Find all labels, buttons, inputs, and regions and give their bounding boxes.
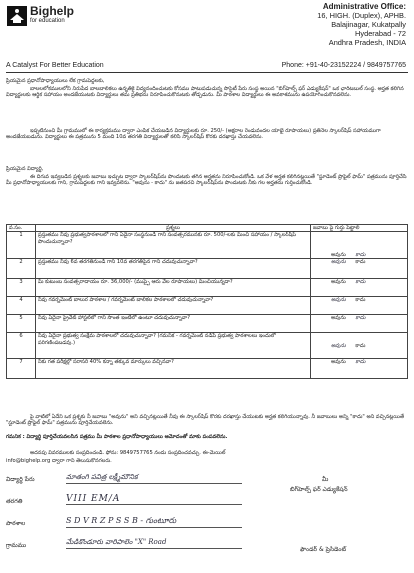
table-row — [7, 333, 408, 359]
answer-mark: అవును — [331, 342, 346, 349]
salutation-student: ప్రియమైన విద్యార్థి, — [6, 166, 44, 172]
answer-mark: అవును — [331, 259, 346, 266]
field-label: తరగతి — [6, 498, 23, 505]
answer-mark: కాదు — [355, 315, 366, 322]
answer-yes: అవును — [331, 252, 346, 258]
row-number: 1 — [7, 232, 36, 259]
table-row — [7, 279, 408, 297]
field-value-village: మేడికొండూరు వారిపాలెం "X" Road — [66, 538, 242, 549]
row-question: ప్రస్తుతము నీవు 6వ తరగతినుండి గాని 10వ తరగతిపైన గాని చదువుచున్నావా? — [36, 259, 311, 279]
answer-cell — [311, 259, 408, 279]
row-question: నీకు గత పరీక్షల్లో సరాసరి 40% కన్నా తక్కువ మార్కులు వచ్చినవా? — [36, 359, 311, 379]
row-number: 7 — [7, 359, 36, 379]
row-number: 5 — [7, 315, 36, 333]
note: గమనిక : విద్యార్థి పూర్తిచేయవలసిన పత్రము మీ పాఠశాల ప్రధానోపాధ్యాయులు ఆమోదంతో మాకు పంపవలెను. — [6, 434, 228, 440]
answer-no: కాదు — [355, 297, 366, 304]
table-row — [7, 232, 408, 259]
salutation-parents: ప్రియమైన ప్రధానోపాధ్యాయులు లేక గ్రామపెద్దలకు, — [6, 78, 105, 84]
signoff-line: మీ — [322, 476, 329, 483]
intro-paragraph: ఇప్పటినుంచి మీ గ్రామములో ఈ కార్యక్రమము ద్వారా ఎంపిక చేయబడిన విద్యార్థులకు రూ. 250/- (అక్షరాల రెండువందల యాభై రూపాయలు) ప్రతినెల స్కాలర్‌షిప్ సహాయముగా అందజేయబడును. విద్యార్థులు ఈ పత్రమును 5 మంది 10వ తరగతి విద్యార్థులతో కలిసి స్కాలర్‌షిప్ కొరకు దరఖాస్తు చేయవలెను. — [6, 128, 381, 141]
table-row — [7, 359, 408, 379]
field-label: గ్రామము — [6, 542, 27, 549]
answer-no: కాదు — [355, 259, 366, 266]
field-label: పాఠశాల — [6, 520, 26, 527]
office-block — [317, 2, 406, 47]
table-header-row — [7, 225, 408, 232]
table-row — [7, 259, 408, 279]
question-table — [6, 224, 408, 379]
student-paragraph: ఈ దిగువ ఇవ్వబడిన ప్రశ్నలకు జవాబు ఇచ్చుట ద్వారా స్కాలర్‌షిప్‌ను పొందుటకు తగిన అర్హతను నిరూపించుకోండి. ఒక వేళ అర్హత కలిగినట్లయితే "స్టూడెంట్ ప్రొఫైల్ ఫామ్" పత్రమును పూర్తిచేసి మీ ప్రధానోపాధ్యాయులకు గాని, గ్రామపెద్దలకు గాని ఇవ్వవలెను. "అవును - కాదు" ను జతపరచి స్కాలర్‌షిప్‌ను పొందుటకు నీకు గల అర్హతను గుర్తించుకోండి. — [6, 174, 407, 187]
answer-cell — [311, 297, 408, 315]
office-title: Administrative Office: — [322, 2, 406, 11]
office-line: Balajinagar, Kukatpally — [331, 20, 406, 29]
answer-cell — [311, 232, 408, 259]
answer-cell — [311, 333, 408, 359]
office-line: 16, HIGH. (Duplex), APHB. — [317, 11, 406, 20]
header-divider — [6, 72, 408, 73]
answer-mark: కాదు — [355, 359, 366, 366]
row-question: మీ కుటుంబ సంవత్సరాదాయం రూ. 36,000/- (ముప్పై ఆరు వేల రూపాయలు) మించియున్నదా? — [36, 279, 311, 297]
table-row — [7, 315, 408, 333]
answer-cell — [311, 315, 408, 333]
header-cell: జవాబు పై గుర్తు పెట్టాలి — [311, 225, 408, 232]
contact-text: అదనపు వివరములకు సంప్రదించండి. ఫోను: 9849757765 నందు సంప్రదించవచ్చు. ఈ-మెయిల్ — [30, 450, 226, 456]
signoff-line: బిగ్‌హెల్ప్ ఫర్ ఎడ్యుకేషన్ — [290, 486, 348, 493]
row-number: 6 — [7, 333, 36, 359]
email-text: info@bighelp.org ద్వారా గాని తెలుసుకొనగలరు. — [6, 458, 112, 464]
row-number: 3 — [7, 279, 36, 297]
answer-mark: కాదు — [355, 279, 366, 286]
answer-mark: కాదు — [355, 252, 366, 258]
field-value-school: S D V R Z P S S B - గుంటూరు — [66, 516, 242, 528]
logo-icon — [7, 6, 27, 26]
answer-no: కాదు — [355, 342, 366, 349]
answer-yes: అవును — [331, 359, 346, 366]
row-question: నీవు ఏదైనా ప్రభుత్వ సంక్షేమ పాఠశాలలో చదువుచున్నావా? (గమనిక - గవర్నమెంట్ నడిపే ప్రభుత్వ పాఠశాలలు ఇందులో పరిగణింపబడవు.) — [36, 333, 311, 359]
field-value-name: మాతంగి పవిత్ర లక్ష్మీమౌనిక — [66, 473, 242, 484]
answer-mark: అవును — [331, 297, 346, 304]
answer-cell — [311, 279, 408, 297]
row-number: 4 — [7, 297, 36, 315]
header-cell: వ.సం. — [7, 225, 36, 232]
brand-tagline: A Catalyst For Better Education — [6, 62, 104, 69]
answer-cell — [311, 359, 408, 379]
header-cell: ప్రశ్నలు — [36, 225, 311, 232]
table-row — [7, 297, 408, 315]
intro-paragraph: బాలలలోకములలోని నిరుపేద బాలబాలికలు ఉన్నతికై విద్యనందించుటకు కోసము పాటుపడుచున్న సొసైటీ పేరు సంస్థ అయిన "బిగ్‌హెల్ప్ ఫర్ ఎడ్యుకేషన్" ఒక ఛారిటబుల్ సంస్థ. అర్హత కలిగిన విద్యార్థులకు ఆర్థిక సహాయం అందజేయుటకు విద్యార్థులు తమ ప్రతిభను నిరూపించుకొనుటకు తోడ్పడును. మీ పాఠశాల విద్యార్థులు ఈ అవకాశమును ఉపయోగించుకొనవలెను. — [6, 86, 404, 99]
row-question: ప్రస్తుతము నీవు ప్రభుత్వపాఠశాలలో గాని ఏదైనా సంస్థనుండి గాని సంవత్సరమునకు రూ. 500/-లకు మించి సహాయం / స్కాలర్‌షిప్ పొందుచున్నావా? — [36, 232, 311, 259]
field-label: విద్యార్థి పేరు — [6, 476, 35, 483]
office-phone: Phone: +91-40-23152224 / 9849757765 — [281, 62, 406, 69]
brand-name: Bighelp — [30, 4, 74, 18]
brand-sub: for education — [30, 18, 65, 24]
answer-yes: అవును — [331, 315, 346, 322]
office-line: Hyderabad - 72 — [355, 29, 406, 38]
answer-yes: అవును — [331, 279, 346, 286]
office-line: Andhra Pradesh, INDIA — [328, 38, 406, 47]
signoff-line: ఫౌండర్ & ప్రెసిడెంట్ — [300, 546, 347, 553]
row-question: నీవు ఏదైనా ప్రైవేట్ హాస్టల్‌లో గాని సొంత ఇంటిలో ఉంటూ చదువుచున్నావా? — [36, 315, 311, 333]
row-question: నీవు గవర్నమెంట్ బాలుర పాఠశాల / గవర్నమెంట్ బాలికల పాఠశాలలో చదువుచున్నావా? — [36, 297, 311, 315]
closing-paragraph: పై వాటిలో ఏదేని ఒక ప్రశ్నకు నీ జవాబు "అవును" అని వచ్చినట్లయితే నీవు ఈ స్కాలర్‌షిప్ కొరకు దరఖాస్తు చేయుటకు అర్హత కలిగియున్నావు. నీ జవాబులు అన్ని "కాదు" అని వచ్చినట్లయితే "స్టూడెంట్ ప్రొఫైల్ ఫామ్" పత్రమును పూర్తిచేయవలెను. — [6, 414, 404, 427]
row-number: 2 — [7, 259, 36, 279]
field-value-class: VIII EM/A — [66, 494, 242, 505]
